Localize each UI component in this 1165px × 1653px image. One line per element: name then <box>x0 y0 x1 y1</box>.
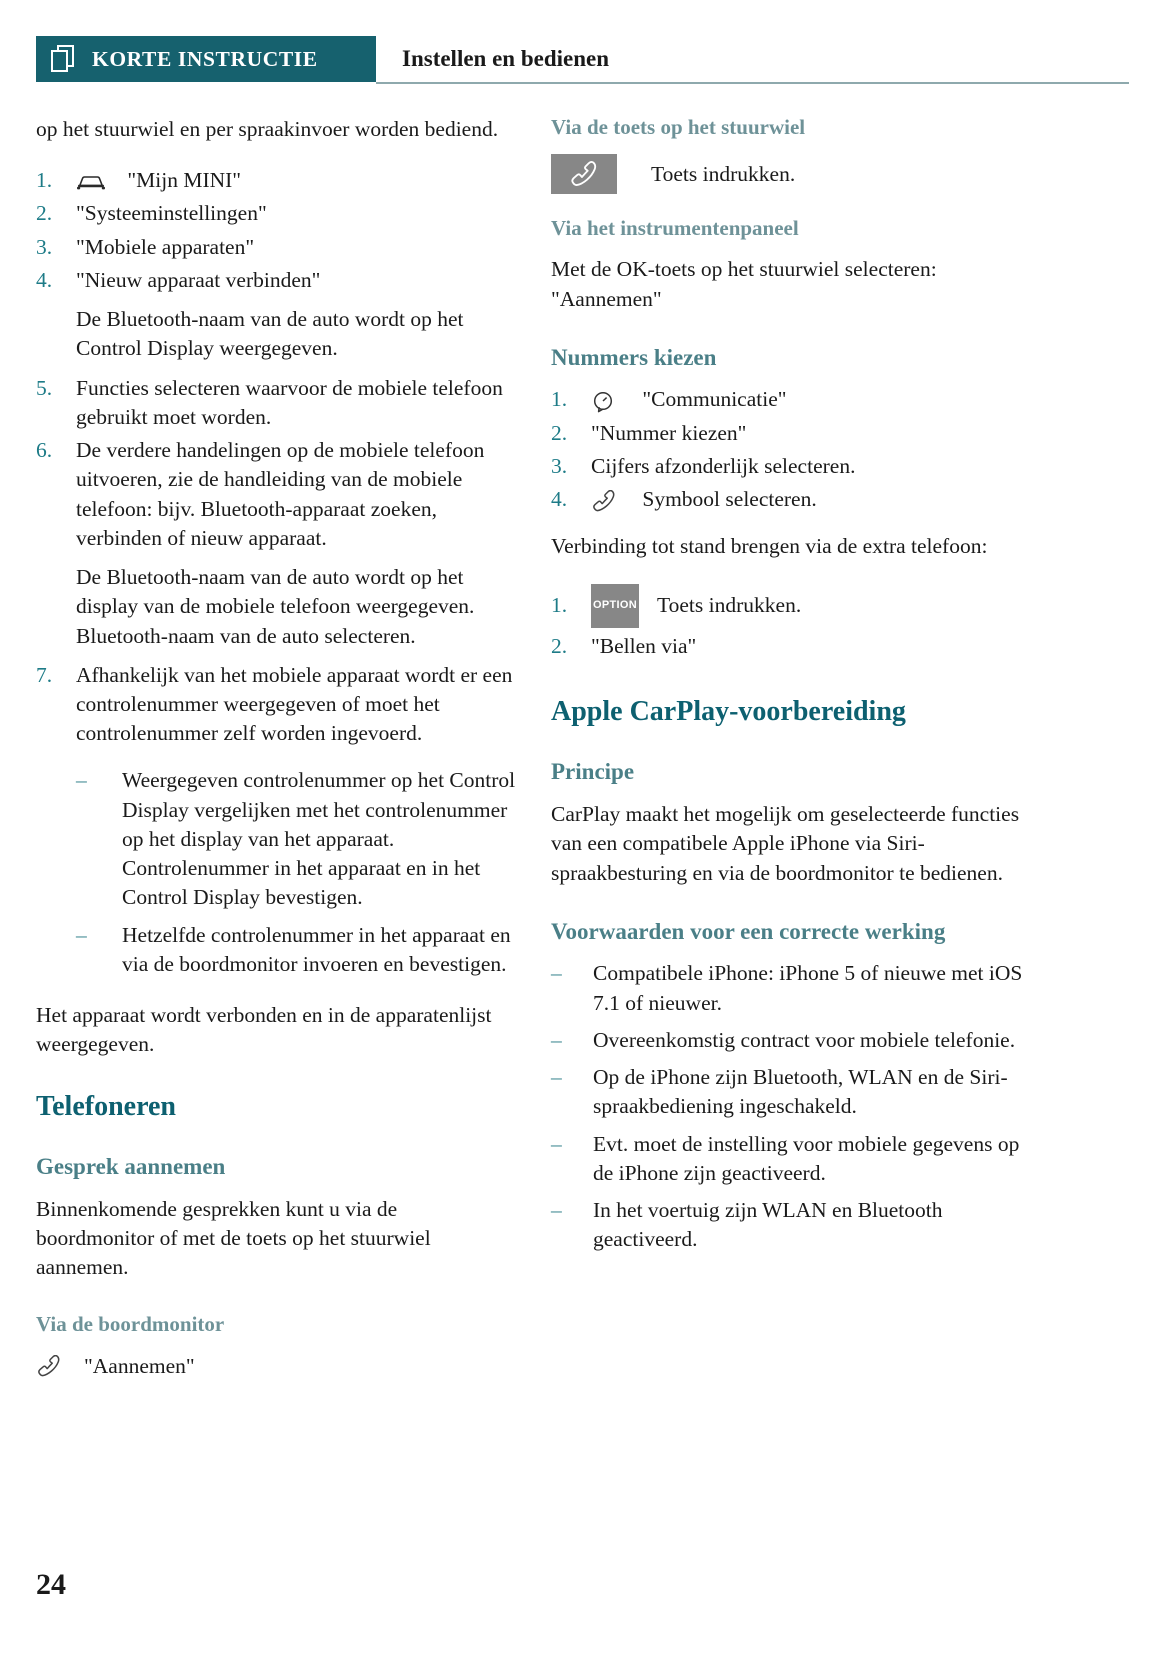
list-label: Compatibele iPhone: iPhone 5 of nieuwe met iOS 7.1 of nieuwer. <box>593 961 1023 1015</box>
list-item <box>36 199 516 228</box>
list-label: Op de iPhone zijn Bluetooth, WLAN en de Siri-spraakbediening ingeschakeld. <box>593 1065 1008 1119</box>
subheading-gesprek-aannemen: Gesprek aannemen <box>36 1154 226 1180</box>
list-label: Overeenkomstig contract voor mobiele telefonie. <box>593 1027 1016 1052</box>
list-number: 3. <box>551 453 568 478</box>
step6-note: De Bluetooth-naam van de auto wordt op het display van de mobiele telefoon weergegeven. Bluetooth-naam van de auto selecteren. <box>76 565 475 648</box>
list-item <box>76 921 516 979</box>
dash-marker: – <box>551 961 562 986</box>
list-label: Weergegeven controlenummer op het Control Display vergelijken met het controlenummer op het display van het apparaat. Controlenummer in het apparaat en in het Control Display bevestigen. <box>122 768 516 910</box>
list-label: "Systeeminstellingen" <box>76 201 267 226</box>
list-label: Evt. moet de instelling voor mobiele gegevens op de iPhone zijn geactiveerd. <box>593 1131 1020 1185</box>
list-number: 5. <box>36 375 53 400</box>
list-item <box>551 959 1031 1017</box>
list-number: 2. <box>36 201 53 226</box>
via-toets-stuurwiel-item <box>551 154 1031 194</box>
subheading-principe: Principe <box>551 759 635 785</box>
section-heading-carplay: Apple CarPlay-voorbereiding <box>551 695 906 727</box>
list-text <box>591 485 1031 514</box>
option-key-face[interactable] <box>591 584 639 628</box>
pairing-steps-list-cont2 <box>36 661 516 749</box>
subheading-via-toets-stuurwiel: Via de toets op het stuurwiel <box>551 115 806 139</box>
list-number: 6. <box>36 438 53 463</box>
list-item <box>36 436 516 553</box>
list-item <box>551 632 1031 661</box>
dash-marker: – <box>551 1131 562 1156</box>
page-title: Instellen en bedienen <box>402 46 610 71</box>
list-number: 4. <box>551 487 568 512</box>
extra-phone-steps-list <box>551 584 1031 661</box>
via-boordmonitor-item <box>36 1352 516 1381</box>
option-key-label: OPTION <box>593 599 637 612</box>
phone-handset-icon <box>591 490 637 512</box>
header-divider <box>376 82 1129 84</box>
list-label: In het voertuig zijn WLAN en Bluetooth geactiveerd. <box>593 1197 943 1252</box>
list-number: 1. <box>551 387 568 412</box>
via-instrumentenpaneel-paragraph: Met de OK-toets op het stuurwiel selecteren: "Aannemen" <box>551 257 937 311</box>
list-number: 1. <box>551 592 568 617</box>
list-item <box>551 452 1031 481</box>
list-item <box>36 374 516 432</box>
pairing-steps-list <box>36 166 516 295</box>
dash-marker: – <box>551 1197 562 1222</box>
dash-marker: – <box>76 922 87 947</box>
list-number: 3. <box>36 234 53 259</box>
list-number: 2. <box>551 420 568 445</box>
intro-paragraph: op het stuurwiel en per spraakinvoer worden bediend. <box>36 117 499 141</box>
phone-key-button[interactable] <box>551 154 651 194</box>
list-text <box>591 584 1031 628</box>
via-toets-stuurwiel-label: Toets indrukken. <box>651 161 796 186</box>
list-item <box>36 166 516 195</box>
list-item <box>36 266 516 295</box>
subheading-nummers-kiezen: Nummers kiezen <box>551 344 717 370</box>
voorwaarden-list <box>551 959 1031 1254</box>
pairing-steps-list-cont <box>36 374 516 553</box>
option-key-button[interactable] <box>591 584 657 628</box>
dash-marker: – <box>551 1065 562 1090</box>
principe-paragraph: CarPlay maakt het mogelijk om geselecteerde functies van een compatibele Apple iPhone via Siri-spraakbesturing en via de boordmonitor te bedienen. <box>551 802 1020 885</box>
header-chapter-label: KORTE INSTRUCTIE <box>92 46 318 71</box>
list-number: 1. <box>36 168 53 193</box>
list-number: 4. <box>36 267 53 292</box>
step4-note: De Bluetooth-naam van de auto wordt op het Control Display weergegeven. <box>76 307 464 361</box>
via-boordmonitor-label: "Aannemen" <box>84 1353 195 1378</box>
list-item <box>551 419 1031 448</box>
list-label: Afhankelijk van het mobiele apparaat wordt er een controlenummer weergegeven of moet het controlenummer zelf worden ingevoerd. <box>76 662 513 746</box>
communication-bubble-icon <box>591 390 637 414</box>
documents-icon <box>50 44 76 74</box>
list-item <box>551 584 1031 628</box>
car-icon <box>76 173 122 191</box>
extra-phone-paragraph: Verbinding tot stand brengen via de extra telefoon: <box>551 534 988 559</box>
subheading-via-boordmonitor: Via de boordmonitor <box>36 1312 225 1337</box>
list-item <box>551 485 1031 514</box>
subheading-via-instrumentenpaneel: Via het instrumentenpaneel <box>551 216 799 241</box>
list-label: De verdere handelingen op de mobiele telefoon uitvoeren, zie de handleiding van de mobiele telefoon: bijv. Bluetooth-apparaat zoeken, verbinden of nieuw apparaat. <box>76 438 485 550</box>
list-label: "Mijn MINI" <box>127 168 242 193</box>
list-label: "Communicatie" <box>642 387 787 412</box>
list-number: 7. <box>36 662 53 687</box>
list-item <box>36 661 516 749</box>
phone-key-face[interactable] <box>551 154 617 194</box>
list-item <box>551 1130 1031 1188</box>
list-label: Cijfers afzonderlijk selecteren. <box>591 453 856 478</box>
list-label: "Bellen via" <box>591 633 697 658</box>
list-text <box>76 166 516 195</box>
gesprek-aannemen-paragraph: Binnenkomende gesprekken kunt u via de boordmonitor of met de toets op het stuurwiel aannemen. <box>36 1196 431 1280</box>
list-label: "Nummer kiezen" <box>591 420 747 445</box>
left-column <box>36 115 516 1381</box>
list-label: Hetzelfde controlenummer in het apparaat en via de boordmonitor invoeren en bevestigen. <box>122 922 511 976</box>
page-header <box>36 36 1129 82</box>
list-label: Toets indrukken. <box>657 592 802 617</box>
right-column <box>551 115 1031 1262</box>
list-label: "Nieuw apparaat verbinden" <box>76 267 321 292</box>
list-item <box>551 385 1031 414</box>
list-label: Functies selecteren waarvoor de mobiele telefoon gebruikt moet worden. <box>76 375 503 429</box>
list-item <box>76 766 516 912</box>
list-item <box>36 233 516 262</box>
header-chapter-tab <box>36 36 376 82</box>
list-item <box>551 1196 1031 1254</box>
list-number: 2. <box>551 633 568 658</box>
list-item <box>551 1063 1031 1121</box>
phone-handset-icon <box>36 1355 84 1377</box>
step7-sub-bullets <box>76 766 516 979</box>
page-number: 24 <box>36 1568 66 1601</box>
list-label: Symbool selecteren. <box>642 487 817 512</box>
closing-paragraph: Het apparaat wordt verbonden en in de apparatenlijst weergegeven. <box>36 1003 492 1057</box>
list-text <box>591 385 1031 414</box>
section-heading-telefoneren: Telefoneren <box>36 1090 176 1122</box>
nummers-kiezen-list <box>551 385 1031 514</box>
dash-marker: – <box>76 768 87 793</box>
dash-marker: – <box>551 1027 562 1052</box>
subheading-voorwaarden: Voorwaarden voor een correcte werking <box>551 918 946 944</box>
list-item <box>551 1026 1031 1055</box>
list-label: "Mobiele apparaten" <box>76 234 255 259</box>
